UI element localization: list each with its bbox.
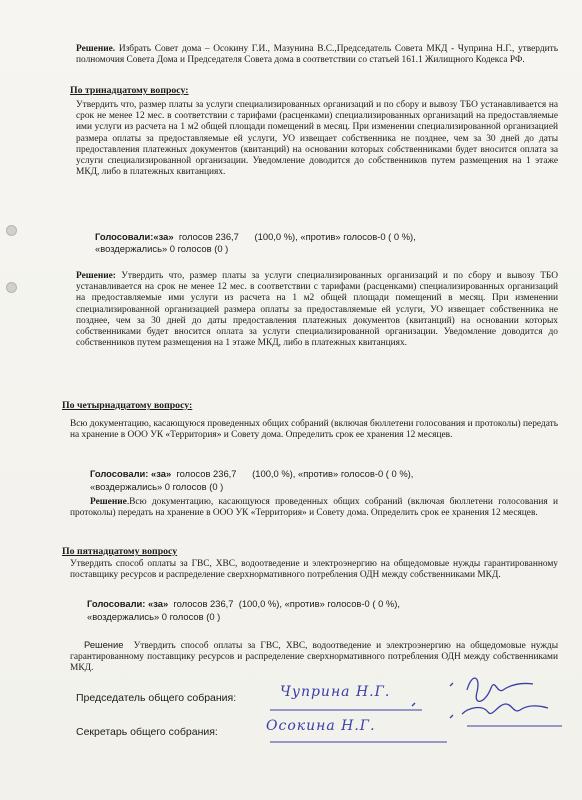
- q14-proposal: Всю документацию, касающуюся проведенных общих собраний (включая бюллетени голосования и протоколы) передать на хранение в ООО УК «Территория» и Совету дома. Определить срок ее хранения 12 месяцев.: [70, 419, 558, 441]
- q14-vote-label: Голосовали: «за»: [90, 468, 172, 479]
- chair-label: Председатель общего собрания:: [76, 692, 237, 704]
- q14-vote-rest: (100,0 %), «против» голосов-0 ( 0 %),: [252, 468, 414, 479]
- q14-decision-text: .Всю документацию, касающуюся проведенных общих собраний (включая бюллетени голосования и протоколы) передать на хранение в ООО УК «Территория» и Совету дома. Определить срок ее хранения 12 месяцев.: [70, 497, 558, 519]
- q13-decision-text: Утвердить что, размер платы за услуги специализированных организаций и по сбору и вывозу ТБО устанавливается на срок не менее 12 мес. в соответствии с тарифами (расценками) специализированных организаций на предоставляемые ими услуги из расчета на 1 м2 общей площади помещений в месяц. При изменении специализированной организацией размера оплаты за предоставляемые ей услуги, УО извещает собственника не позднее, чем за 30 дней до даты предоставления платежных документов (квитанций) на основании которых собственниками будет вносится оплата за услуги специализированной организации. Уведомление доводится до собственников путем размещения на 1 этаже МКД, либо в платежных квитанциях.: [76, 271, 559, 349]
- q15-vote-line1: [87, 598, 400, 610]
- heading-q15: По пятнадцатому вопросу: [62, 546, 178, 557]
- q13-proposal: Утвердить что, размер платы за услуги специализированных организаций и по сбору и вывозу ТБО устанавливается на срок не менее 12 мес. в соответствии с тарифами (расценками) специализированных организаций на предоставляемые ими услуги из расчета на 1 м2 общей площади помещений в месяц. При изменении специализированной организацией размера оплаты за предоставляемые ей услуги, УО извещает собственника не позднее, чем за 30 дней до даты предоставления платежных документов (квитанций) на основании которых собственниками будет вносится оплата за услуги специализированной организации. Уведомление доводится до собственников путем размещения на 1 этаже МКД, либо в платежных квитанциях.: [76, 100, 558, 178]
- heading-q14: По четырнадцатому вопросу:: [62, 400, 193, 411]
- q15-vote-label: Голосовали: «за»: [87, 598, 169, 609]
- secretary-label: Секретарь общего собрания:: [76, 726, 218, 738]
- q15-vote-rest: (100,0 %), «против» голосов-0 ( 0 %),: [238, 598, 400, 609]
- q15-decision-label: Решение: [84, 639, 124, 650]
- q14-vote-votes: голосов 236,7: [176, 468, 237, 479]
- signature-strokes: [262, 700, 562, 750]
- secretary-handwritten-name: Осокина Н.Г.: [266, 718, 376, 734]
- q15-decision: [70, 639, 558, 675]
- q13-vote-label: Голосовали:«за»: [95, 231, 174, 242]
- q15-vote-line2: «воздержались» 0 голосов (0 ): [87, 611, 221, 622]
- q14-vote-line1: [90, 468, 413, 480]
- intro-text: Избрать Совет дома – Осокину Г.И., Мазунина В.С.,Председатель Совета МКД - Чуприна Н.Г., утвердить полномочия Совета Дома и Председателя Совета дома в соответствии со статьей 161.1 Жилищного Кодекса РФ.: [76, 44, 559, 66]
- q13-decision-label: Решение:: [76, 271, 116, 281]
- heading-q13: По тринадцатому вопросу:: [70, 85, 189, 96]
- q14-vote-line2: «воздержались» 0 голосов (0 ): [90, 481, 224, 492]
- q14-decision: [70, 497, 558, 519]
- chair-handwritten-name: Чуприна Н.Г.: [280, 684, 391, 700]
- punch-hole: [6, 225, 17, 236]
- q13-decision: [76, 271, 558, 349]
- q15-proposal: Утвердить способ оплаты за ГВС, ХВС, водоотведение и электроэнергию на общедомовые нужды гарантированному поставщику ресурсов и распределение сверхнормативного потребления ОДН между собственниками МКД.: [70, 559, 558, 581]
- q13-vote-line1: [95, 231, 416, 243]
- intro-paragraph: [76, 44, 558, 66]
- intro-label: Решение.: [76, 44, 116, 54]
- q15-vote-votes: голосов 236,7: [173, 598, 234, 609]
- q13-vote-line2: «воздержались» 0 голосов (0 ): [95, 243, 229, 254]
- q13-vote-votes: голосов 236,7: [178, 231, 239, 242]
- q14-decision-label: Решение: [90, 497, 127, 507]
- q15-decision-text: Утвердить способ оплаты за ГВС, ХВС, водоотведение и электроэнергию на общедомовые нужды гарантированному поставщику ресурсов и распределение сверхнормативного потребления ОДН между собственниками МКД.: [70, 641, 559, 674]
- punch-hole: [6, 282, 17, 293]
- q13-vote-rest: (100,0 %), «против» голосов-0 ( 0 %),: [254, 231, 416, 242]
